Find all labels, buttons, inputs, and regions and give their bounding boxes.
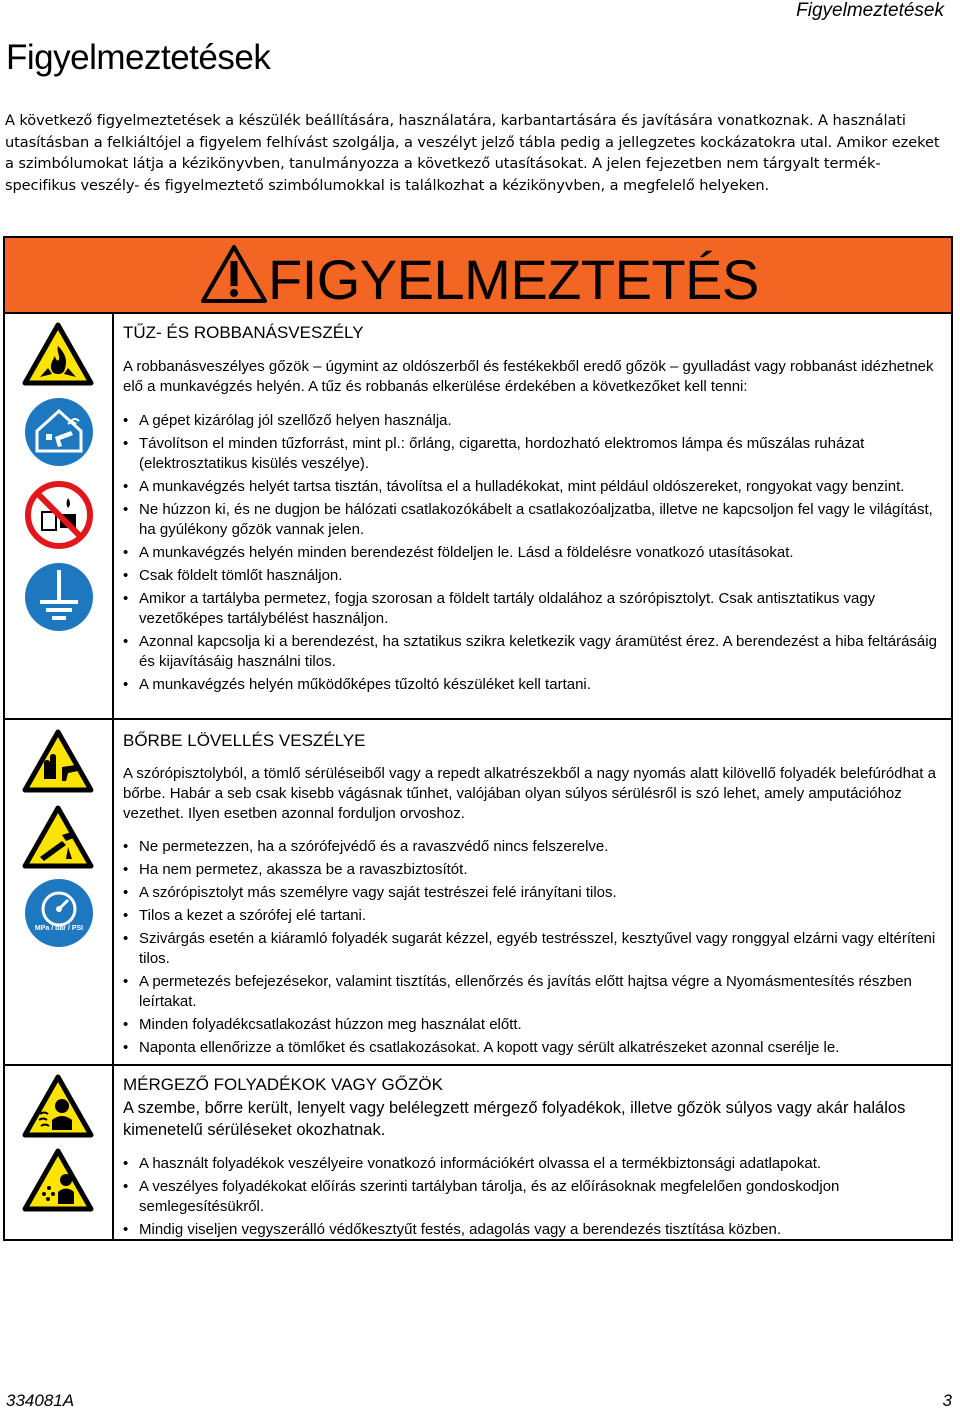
document-number: 334081A	[6, 1391, 75, 1410]
fire-explosion-title: TŰZ- ÉS ROBBANÁSVESZÉLY	[123, 323, 364, 342]
list-item: • A munkavégzés helyét tartsa tisztán, távolítsa el a hulladékokat, mint például oldószereket, rongyokat vagy benzint.	[123, 477, 949, 497]
intro-paragraph: A következő figyelmeztetések a készülék beállítására, használatára, karbantartására és javítására vonatkoznak. A használati utasításban a felkiáltójel a figyelem felhívást szolgálja, a veszélyt jelző tábla pedig a jellegzetes kockázatokra utal. Amikor ezeket a szimbólumokat látja a kézikönyvben, tanulmányozza a következő utasításokat. A jelen fejezetben nem tárgyalt termék-specifikus veszély- és figyelmeztető szimbólumokkal is találkozhat a kézikönyvben, a megfelelő helyeken.	[5, 112, 940, 194]
list-item: • Szivárgás esetén a kiáramló folyadék sugarát kézzel, egyéb testrésszel, kesztyűvel vagy ronggyal elzárni vagy eltéríteni tilos.	[123, 929, 949, 969]
warning-header-text: FIGYELMEZTETÉS	[268, 248, 759, 311]
skin-injection-hazard-icon	[22, 729, 94, 793]
page-number: 3	[942, 1391, 952, 1410]
spray-gun-hazard-icon	[22, 805, 94, 869]
toxic-fluids-list	[123, 1154, 949, 1240]
list-item: • Ne húzzon ki, és ne dugjon be hálózati csatlakozókábelt a csatlakozóaljzatba, illetve ne kapcsoljon fel vagy le világítást, ha gyúlékony gőzök vannak jelen.	[123, 500, 949, 540]
list-item: • Minden folyadékcsatlakozást húzzon meg használat előtt.	[123, 1015, 949, 1035]
fire-explosion-list	[123, 411, 949, 695]
ventilation-required-icon	[24, 397, 94, 467]
list-item: • A gépet kizárólag jól szellőző helyen használja.	[123, 411, 949, 431]
warning-triangle-icon	[200, 244, 268, 304]
list-item: • Azonnal kapcsolja ki a berendezést, ha sztatikus szikra keletkezik vagy áramütést érez. A berendezést a hiba feltárásáig és kijavításáig használni tilos.	[123, 632, 949, 672]
list-item: • Ha nem permetez, akassza be a ravaszbiztosítót.	[123, 860, 949, 880]
pressure-gauge-icon	[24, 878, 94, 948]
flammable-hazard-icon	[22, 322, 94, 386]
running-header: Figyelmeztetések	[796, 0, 944, 21]
toxic-fluids-title: MÉRGEZŐ FOLYADÉKOK VAGY GŐZÖK	[123, 1075, 443, 1094]
fire-explosion-section	[123, 323, 949, 695]
fire-explosion-text: A robbanásveszélyes gőzök – úgymint az oldószerből és festékekből eredő gőzök – gyulladást vagy robbanást idézhetnek elő a munkavégzés helyén. A tűz és robbanás elkerülése érdekében a következőket kell tenni:	[123, 358, 934, 395]
toxic-fluids-section	[123, 1075, 949, 1240]
skin-injection-section	[123, 731, 949, 1058]
skin-injection-title: BŐRBE LÖVELLÉS VESZÉLYE	[123, 731, 366, 750]
row-divider-1	[5, 718, 951, 720]
toxic-splash-hazard-icon	[22, 1148, 94, 1212]
warning-table	[3, 236, 953, 1241]
list-item: • Távolítson el minden tűzforrást, mint pl.: őrláng, cigaretta, hordozható elektromos lámpa és műszálas ruházat (elektrosztatikus kisülés veszélye).	[123, 434, 949, 474]
page-title: Figyelmeztetések	[6, 38, 271, 77]
gauge-label: MPa / bar / PSI	[34, 925, 84, 932]
list-item: • Naponta ellenőrizze a tömlőket és csatlakozásokat. A kopott vagy sérült alkatrészeket azonnal cserélje le.	[123, 1038, 949, 1058]
list-item: • Ne permetezzen, ha a szórófejvédő és a ravaszvédő nincs felszerelve.	[123, 837, 949, 857]
list-item: • Tilos a kezet a szórófej elé tartani.	[123, 906, 949, 926]
list-item: • A permetezés befejezésekor, valamint tisztítás, ellenőrzés és javítás előtt hajtsa végre a Nyomásmentesítés részben leírtakat.	[123, 972, 949, 1012]
toxic-fluids-text: A szembe, bőrre került, lenyelt vagy belélegzett mérgező folyadékok, illetve gőzök súlyos vagy akár halálos kimenetelű sérüléseket okozhatnak.	[123, 1099, 906, 1139]
column-divider	[112, 312, 114, 1239]
grounding-required-icon	[24, 562, 94, 632]
toxic-fumes-hazard-icon	[22, 1074, 94, 1138]
list-item: • A veszélyes folyadékokat előírás szerinti tartályban tárolja, és az előírásoknak megfelelően gondoskodjon semlegesítésükről.	[123, 1177, 949, 1217]
no-ignition-sources-icon	[24, 480, 94, 550]
list-item: • Mindig viseljen vegyszerálló védőkesztyűt festés, adagolás vagy a berendezés tisztítása közben.	[123, 1220, 949, 1240]
list-item: • A szórópisztolyt más személyre vagy saját testrészei felé irányítani tilos.	[123, 883, 949, 903]
list-item: • A munkavégzés helyén minden berendezést földeljen le. Lásd a földelésre vonatkozó utasításokat.	[123, 543, 949, 563]
row-divider-2	[5, 1064, 951, 1066]
list-item: • A munkavégzés helyén működőképes tűzoltó készüléket kell tartani.	[123, 675, 949, 695]
list-item: • A használt folyadékok veszélyeire vonatkozó információkért olvassa el a termékbiztonsági adatlapokat.	[123, 1154, 949, 1174]
warning-header	[5, 238, 951, 314]
list-item: • Csak földelt tömlőt használjon.	[123, 566, 949, 586]
list-item: • Amikor a tartályba permetez, fogja szorosan a földelt tartály oldalához a szórópisztolyt. Csak antisztatikus vagy vezetőképes tartálybélést használjon.	[123, 589, 949, 629]
skin-injection-text: A szórópisztolyból, a tömlő sérüléseiből vagy a repedt alkatrészekből a nagy nyomás alatt kilövellő folyadék belefúródhat a bőrbe. Habár a seb csak kisebb vágásnak tűnhet, valójában olyan súlyos sérülésről is szó lehet, amely amputációhoz vezethet. Ilyen esetben azonnal forduljon orvoshoz.	[123, 765, 936, 822]
skin-injection-list	[123, 837, 949, 1058]
